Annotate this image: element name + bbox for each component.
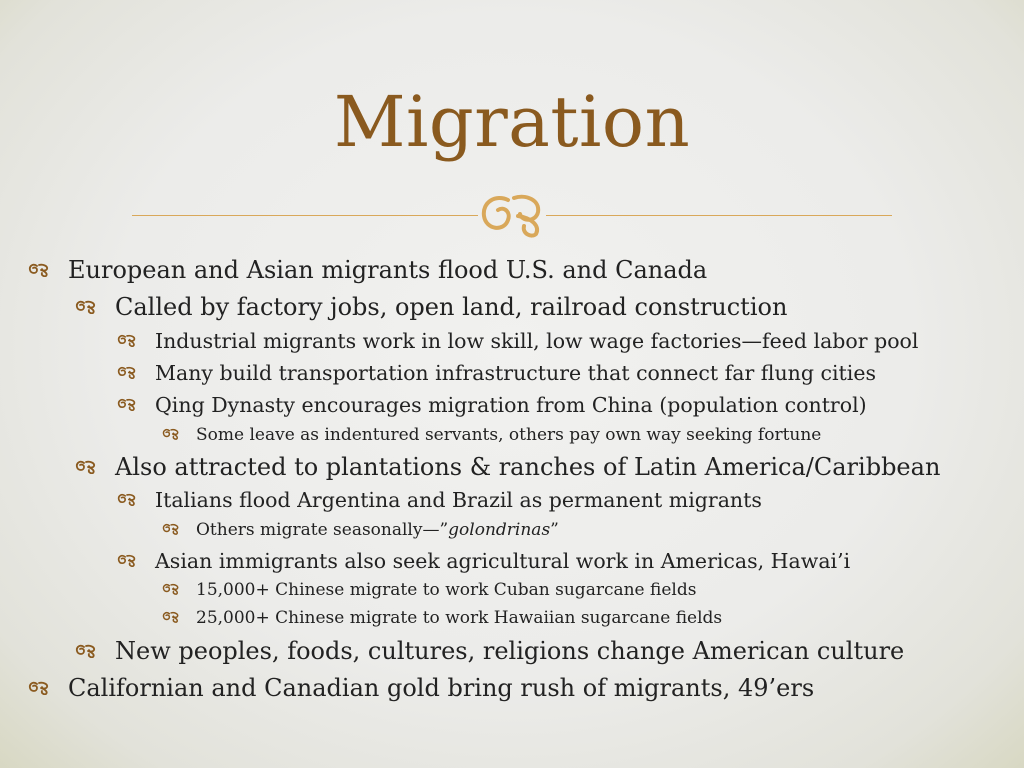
list-item [115,291,787,323]
bullet-text: 15,000+ Chinese migrate to work Cuban sugarcane fields [196,580,697,600]
scroll-bullet-icon [162,523,180,535]
bullet-text-post: ” [550,520,559,540]
bullet-text: Asian immigrants also seek agricultural work in Americas, Hawai’i [155,549,851,573]
scroll-bullet-icon [75,644,97,658]
scroll-bullet-icon [117,398,137,411]
bullet-text-italic: golondrinas [448,520,551,540]
bullet-text: New peoples, foods, cultures, religions change American culture [115,637,905,665]
list-item [196,518,559,542]
bullet-text-pre: Others migrate seasonally—” [196,520,449,540]
bullet-text: Qing Dynasty encourages migration from China (population control) [155,393,867,417]
bullet-text: Industrial migrants work in low skill, low wage factories—feed labor pool [155,329,919,353]
scroll-bullet-icon [162,611,180,623]
scroll-bullet-icon [117,493,137,506]
bullet-text: Italians flood Argentina and Brazil as permanent migrants [155,488,762,512]
list-item [196,423,821,447]
list-item [155,327,918,355]
bullet-text: Many build transportation infrastructure that connect far flung cities [155,361,876,385]
bullet-text: Called by factory jobs, open land, railroad construction [115,293,788,321]
list-item [115,451,940,483]
list-item [155,391,867,419]
bullet-text: Californian and Canadian gold bring rush of migrants, 49’ers [68,674,815,702]
list-item [155,547,850,575]
scroll-bullet-icon [117,554,137,567]
scroll-bullet-icon [117,366,137,379]
list-item [196,578,696,602]
list-item [68,254,707,286]
scroll-bullet-icon [162,583,180,595]
scroll-bullet-icon [28,681,50,695]
scroll-bullet-icon [75,300,97,314]
bullet-text: Some leave as indentured servants, others pay own way seeking fortune [196,425,822,445]
bullet-text: 25,000+ Chinese migrate to work Hawaiian sugarcane fields [196,608,723,628]
scroll-bullet-icon [28,263,50,277]
scroll-bullet-icon [117,334,137,347]
list-item [155,359,876,387]
list-item [196,606,722,630]
list-item [68,672,814,704]
bullet-text: Also attracted to plantations & ranches of Latin America/Caribbean [115,453,941,481]
bullet-text: European and Asian migrants flood U.S. and Canada [68,256,708,284]
scroll-bullet-icon [162,428,180,440]
scroll-bullet-icon [75,460,97,474]
slide-title: Migration [333,81,691,163]
list-item [155,486,762,514]
list-item [115,635,904,667]
